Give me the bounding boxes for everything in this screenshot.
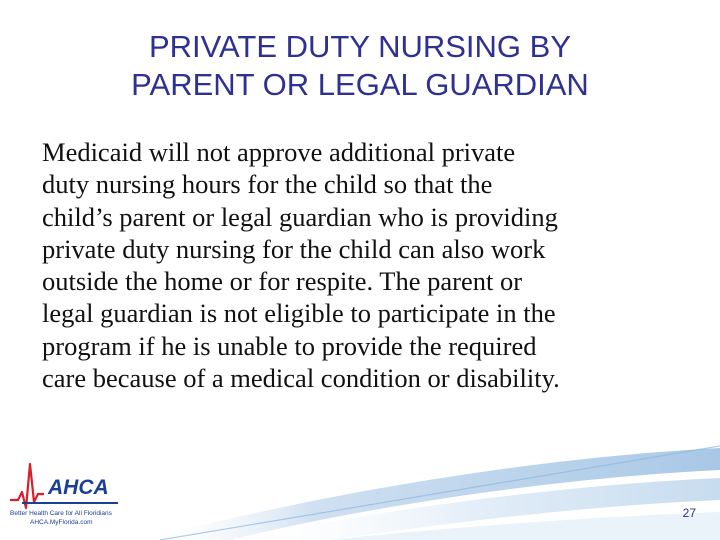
body-line-5: outside the home or for respite. The parent or [42,266,523,297]
body-line-8: care because of a medical condition or disability. [42,363,560,394]
title-line-1: PRIVATE DUTY NURSING BY [148,29,571,64]
ahca-logo-text: AHCA [48,476,109,499]
body-paragraph [42,136,692,394]
heartbeat-icon [10,464,44,508]
title-line-2: PARENT OR LEGAL GUARDIAN [131,67,589,102]
body-line-6: legal guardian is not eligible to participate in the [42,298,556,329]
body-line-3: child’s parent or legal guardian who is providing [42,201,558,232]
logo-website: AHCA.MyFlorida.com [30,519,93,526]
logo-tagline: Better Health Care for All Floridians [10,510,112,517]
body-line-2: duty nursing hours for the child so that the [42,169,493,200]
body-line-1: Medicaid will not approve additional private [42,137,516,167]
page-number: 27 [682,506,696,520]
body-line-4: private duty nursing for the child can also work [42,233,546,264]
body-line-7: program if he is unable to provide the required [42,330,537,361]
slide-title [40,28,680,104]
